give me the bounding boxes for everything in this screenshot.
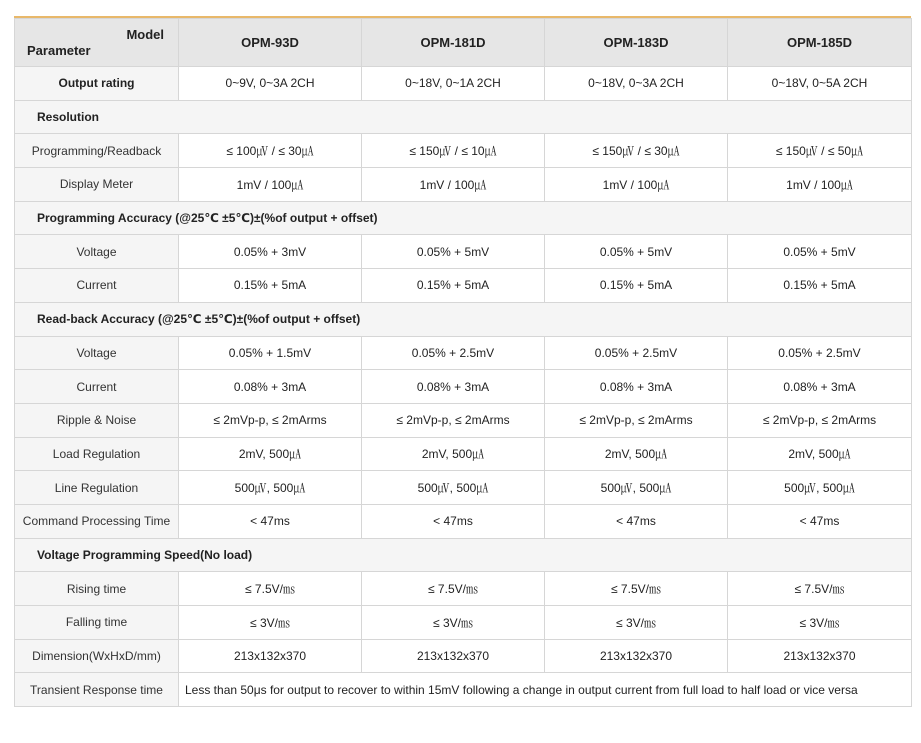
table-row (15, 504, 912, 538)
table-cell: ≤ 7.5V/㎳ (179, 572, 362, 606)
table-cell: ≤ 3V/㎳ (362, 606, 545, 640)
section-title: Read-back Accuracy (@25℃ ±5℃)±(%of output + offset) (15, 302, 912, 336)
table-cell: ≤ 2mVp-p, ≤ 2mArms (362, 403, 545, 437)
table-cell: 0.05% + 1.5mV (179, 336, 362, 370)
section-row (15, 538, 912, 572)
table-row (15, 269, 912, 303)
row-label: Display Meter (15, 168, 179, 202)
transient-response-cell: Less than 50μs for output to recover to within 15mV following a change in output current from full load to half load or vice versa (179, 673, 912, 707)
table-cell: 2mV, 500㎂ (179, 437, 362, 471)
table-cell: < 47ms (179, 504, 362, 538)
table-row (15, 606, 912, 640)
row-label: Ripple & Noise (15, 403, 179, 437)
table-cell: 1mV / 100㎂ (728, 168, 912, 202)
table-cell: 213x132x370 (728, 639, 912, 673)
table-cell: 500㎶, 500㎂ (179, 471, 362, 505)
table-cell: 1mV / 100㎂ (179, 168, 362, 202)
spec-table (14, 18, 912, 707)
section-title: Resolution (15, 100, 912, 134)
table-row (15, 134, 912, 168)
table-cell: ≤ 100㎶ / ≤ 30㎂ (179, 134, 362, 168)
table-cell: 0.15% + 5mA (362, 269, 545, 303)
table-row (15, 403, 912, 437)
table-cell: ≤ 7.5V/㎳ (545, 572, 728, 606)
row-label: Programming/Readback (15, 134, 179, 168)
model-header: OPM-185D (728, 19, 912, 67)
table-cell: ≤ 2mVp-p, ≤ 2mArms (179, 403, 362, 437)
table-cell: 213x132x370 (179, 639, 362, 673)
section-title: Voltage Programming Speed(No load) (15, 538, 912, 572)
table-cell: ≤ 3V/㎳ (179, 606, 362, 640)
table-cell: < 47ms (728, 504, 912, 538)
table-cell: 0.08% + 3mA (179, 370, 362, 404)
table-cell: 0~18V, 0~5A 2CH (728, 67, 912, 101)
row-label: Output rating (15, 67, 179, 101)
table-cell: 213x132x370 (545, 639, 728, 673)
table-cell: 0.05% + 2.5mV (545, 336, 728, 370)
table-cell: 0.15% + 5mA (545, 269, 728, 303)
section-row (15, 302, 912, 336)
table-cell: ≤ 150㎶ / ≤ 30㎂ (545, 134, 728, 168)
table-row (15, 471, 912, 505)
header-corner (15, 19, 179, 67)
section-row (15, 100, 912, 134)
table-cell: 2mV, 500㎂ (545, 437, 728, 471)
table-cell: 0~9V, 0~3A 2CH (179, 67, 362, 101)
table-cell: 0.05% + 5mV (728, 235, 912, 269)
table-cell: 0.15% + 5mA (179, 269, 362, 303)
row-label: Load Regulation (15, 437, 179, 471)
table-row (15, 235, 912, 269)
header-row (15, 19, 912, 67)
table-cell: 0.05% + 5mV (545, 235, 728, 269)
table-cell: 2mV, 500㎂ (362, 437, 545, 471)
table-row (15, 673, 912, 707)
table-cell: ≤ 2mVp-p, ≤ 2mArms (728, 403, 912, 437)
table-row (15, 370, 912, 404)
model-label: Model (126, 27, 164, 42)
row-label: Line Regulation (15, 471, 179, 505)
model-header: OPM-181D (362, 19, 545, 67)
parameter-label: Parameter (27, 43, 91, 58)
table-row (15, 168, 912, 202)
table-cell: 1mV / 100㎂ (545, 168, 728, 202)
row-label: Voltage (15, 235, 179, 269)
row-label: Current (15, 370, 179, 404)
table-cell: 2mV, 500㎂ (728, 437, 912, 471)
section-title: Programming Accuracy (@25℃ ±5℃)±(%of output + offset) (15, 201, 912, 235)
table-cell: 0.05% + 5mV (362, 235, 545, 269)
table-cell: ≤ 150㎶ / ≤ 50㎂ (728, 134, 912, 168)
table-cell: 0.15% + 5mA (728, 269, 912, 303)
row-label: Transient Response time (15, 673, 179, 707)
row-label: Falling time (15, 606, 179, 640)
table-cell: 0.08% + 3mA (545, 370, 728, 404)
table-cell: 0~18V, 0~3A 2CH (545, 67, 728, 101)
table-row (15, 639, 912, 673)
row-label: Rising time (15, 572, 179, 606)
table-cell: ≤ 150㎶ / ≤ 10㎂ (362, 134, 545, 168)
table-cell: 500㎶, 500㎂ (362, 471, 545, 505)
model-header: OPM-93D (179, 19, 362, 67)
table-cell: 0.05% + 2.5mV (728, 336, 912, 370)
row-label: Current (15, 269, 179, 303)
table-cell: ≤ 7.5V/㎳ (362, 572, 545, 606)
table-cell: 1mV / 100㎂ (362, 168, 545, 202)
table-cell: 500㎶, 500㎂ (545, 471, 728, 505)
table-cell: ≤ 3V/㎳ (545, 606, 728, 640)
row-label: Command Processing Time (15, 504, 179, 538)
row-label: Dimension(WxHxD/mm) (15, 639, 179, 673)
table-row (15, 572, 912, 606)
table-cell: 0.05% + 3mV (179, 235, 362, 269)
table-row (15, 437, 912, 471)
spec-table-container (14, 16, 911, 707)
table-cell: 500㎶, 500㎂ (728, 471, 912, 505)
table-cell: ≤ 2mVp-p, ≤ 2mArms (545, 403, 728, 437)
table-cell: ≤ 3V/㎳ (728, 606, 912, 640)
table-cell: < 47ms (362, 504, 545, 538)
model-header: OPM-183D (545, 19, 728, 67)
table-cell: 213x132x370 (362, 639, 545, 673)
table-row (15, 67, 912, 101)
table-cell: 0~18V, 0~1A 2CH (362, 67, 545, 101)
section-row (15, 201, 912, 235)
table-cell: 0.08% + 3mA (728, 370, 912, 404)
table-cell: < 47ms (545, 504, 728, 538)
row-label: Voltage (15, 336, 179, 370)
table-cell: 0.08% + 3mA (362, 370, 545, 404)
table-cell: ≤ 7.5V/㎳ (728, 572, 912, 606)
table-cell: 0.05% + 2.5mV (362, 336, 545, 370)
table-row (15, 336, 912, 370)
